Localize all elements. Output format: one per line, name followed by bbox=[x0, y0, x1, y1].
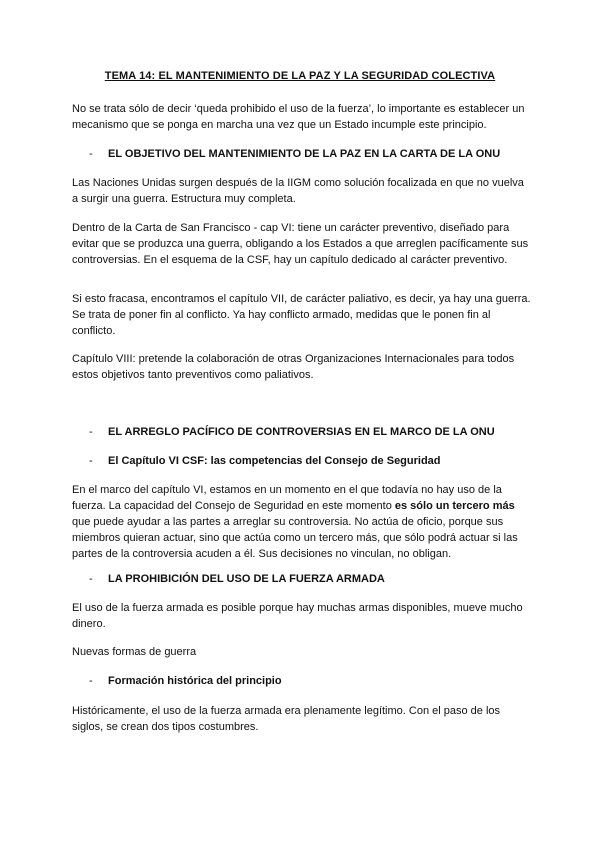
paragraph-naciones-unidas: Las Naciones Unidas surgen después de la IIGM como solución focalizada en que no vuelva a surgir una guerra. Estructura muy completa. bbox=[72, 177, 524, 205]
paragraph-text: En el marco del capítulo VI, estamos en un momento en el que todavía no hay uso de la fuerza. La capacidad del Consejo de Seguridad en este momento bbox=[72, 484, 502, 512]
subsection-heading-text: El Capítulo VI CSF: las competencias del Consejo de Seguridad bbox=[108, 455, 441, 467]
subsection-heading-text: Formación histórica del principio bbox=[108, 675, 282, 687]
paragraph-fuerza-armada: El uso de la fuerza armada es posible porque hay muchas armas disponibles, mueve mucho dinero. bbox=[72, 602, 523, 630]
paragraph-nuevas-formas: Nuevas formas de guerra bbox=[72, 646, 197, 658]
section-heading-prohibicion bbox=[89, 571, 549, 587]
paragraph-capitulo-vii: Si esto fracasa, encontramos el capítulo VII, de carácter paliativo, es decir, ya hay una guerra. Se trata de poner fin al conflicto. Ya hay conflicto armado, medidas que le ponen fin al conflicto. bbox=[72, 293, 531, 337]
bullet-dash: - bbox=[89, 675, 93, 687]
paragraph-consejo-seguridad bbox=[72, 482, 532, 562]
document-title: TEMA 14: EL MANTENIMIENTO DE LA PAZ Y LA SEGURIDAD COLECTIVA bbox=[104, 70, 496, 82]
paragraph-text: que puede ayudar a las partes a arreglar su controversia. No actúa de oficio, porque sus miembros quieran actuar, sino que actúa como un tercero más, que sólo podrá actuar si las partes de la controversia acuden a él. Sus decisiones no vinculan, no obligan. bbox=[72, 516, 518, 560]
section-heading-text: LA PROHIBICIÓN DEL USO DE LA FUERZA ARMADA bbox=[108, 573, 385, 585]
subsection-heading-formacion bbox=[89, 673, 549, 689]
bullet-dash: - bbox=[89, 573, 93, 585]
intro-paragraph: No se trata sólo de decir ‘queda prohibido el uso de la fuerza’, lo importante es establecer un mecanismo que se ponga en marcha una vez que un Estado incumple este principio. bbox=[72, 103, 525, 131]
bullet-dash: - bbox=[89, 426, 93, 438]
paragraph-capitulo-viii: Capítulo VIII: pretende la colaboración de otras Organizaciones Internacionales para todos estos objetivos tanto preventivos como paliativos. bbox=[72, 353, 515, 381]
emphasis-text: es sólo un tercero más bbox=[394, 500, 515, 512]
bullet-dash: - bbox=[89, 455, 93, 467]
section-heading-text: EL ARREGLO PACÍFICO DE CONTROVERSIAS EN EL MARCO DE LA ONU bbox=[108, 426, 495, 438]
section-heading-arreglo bbox=[89, 424, 549, 440]
paragraph-historicamente: Históricamente, el uso de la fuerza armada era plenamente legítimo. Con el paso de los siglos, se crean dos tipos costumbres. bbox=[72, 705, 501, 733]
bullet-dash: - bbox=[89, 148, 93, 160]
paragraph-carta-san-francisco: Dentro de la Carta de San Francisco - cap VI: tiene un carácter preventivo, diseñado para evitar que se produzca una guerra, obligando a los Estados a que arreglen pacíficamente sus controversias. En el esquema de la CSF, hay un capítulo dedicado al carácter preventivo. bbox=[72, 222, 529, 266]
section-heading-text: EL OBJETIVO DEL MANTENIMIENTO DE LA PAZ EN LA CARTA DE LA ONU bbox=[108, 148, 501, 160]
section-heading-objetivo bbox=[89, 146, 549, 162]
subsection-heading-capitulo-vi bbox=[89, 453, 549, 469]
